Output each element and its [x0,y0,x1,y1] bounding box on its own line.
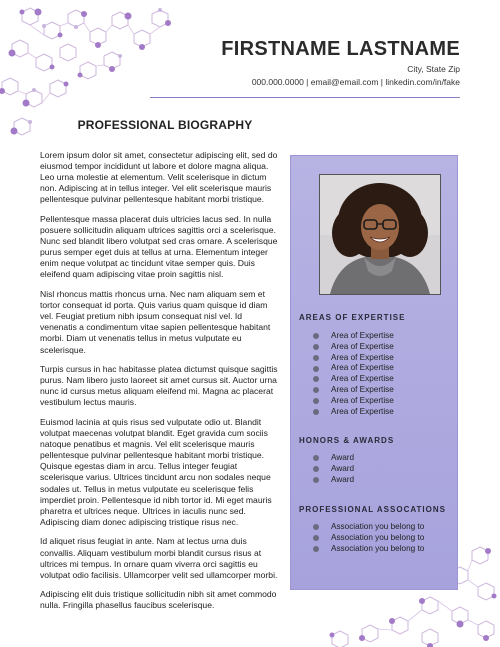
contact-info: 000.000.0000 | email@email.com | linkedin.com/in/fake [251,77,460,87]
list-item: Association you belong to [313,533,424,544]
honors-heading: HONORS & AWARDS [299,436,395,445]
bio-paragraph: Adipiscing elit duis tristique sollicitudin nibh sit amet commodo nulla. Fringilla phasellus faucibus scelerisque. [40,589,277,611]
honors-list [313,453,354,485]
list-item: Area of Expertise [313,396,394,407]
list-item: Award [313,475,354,486]
bio-paragraph: Turpis cursus in hac habitasse platea dictumst quisque sagittis purus. Nam libero justo laoreet sit amet cursus sit. Auctor urna nunc id cursus metus aliquam eleifend mi. Magna ac placerat vestibulum lectus mauris. [40,364,278,408]
sidebar-panel [290,155,458,590]
expertise-list [313,331,394,417]
profile-photo [319,174,441,295]
bio-paragraph: Lorem ipsum dolor sit amet, consectetur adipiscing elit, sed do eiusmod tempor incididunt ut labore et dolore magna aliqua. Leo urna molestie at elementum. Velit scelerisque in dictum non. Adipiscing at in tellus integer. Vel elit scelerisque mauris pellentesque pulvinar pellentesque habitant morbi tristique. [40,150,278,205]
list-item: Award [313,453,354,464]
list-item: Area of Expertise [313,331,394,342]
bio-paragraph: Id aliquet risus feugiat in ante. Nam at lectus urna duis convallis. Aliquam vestibulum morbi blandit cursus risus at ultrices mi tempus. In ornare quam viverra orci sagittis eu volutpat odio facilisis. Ullamcorper velit sed ullamcorper morbi. [40,536,278,580]
expertise-heading: AREAS OF EXPERTISE [299,313,406,322]
list-item: Area of Expertise [313,363,394,374]
header-divider [150,97,460,98]
list-item: Area of Expertise [313,385,394,396]
list-item: Association you belong to [313,522,424,533]
bio-paragraph: Euismod lacinia at quis risus sed vulputate odio ut. Blandit volutpat maecenas volutpat blandit. Eget gravida cum sociis natoque penatibus et magnis. Vel elit scelerisque mauris pellentesque pulvinar pellentesque habitant morbi tristique. Quisque egestas diam in arcu. Tellus integer feugiat scelerisque varius. Ultrices tincidunt arcu non sodales neque sodales ut. Tellus in metus vulputate eu scelerisque felis imperdiet proin. Pellentesque id nibh tortor id. Mi eget mauris pharetra et ultrices neque. Ultrices in iaculis nunc sed. Adipiscing diam donec adipiscing tristique risus nec. [40,416,272,527]
list-item: Area of Expertise [313,407,394,418]
bio-paragraph: Nisl rhoncus mattis rhoncus urna. Nec nam aliquam sem et tortor consequat id porta. Quis varius quam quisque id diam vel. Feugiat pretium nibh ipsum consequat nisl vel. Id venenatis a condimentum vitae sapien pellentesque habitant morbi. Diam ut venenatis tellus in metus vulputate eu scelerisque. [40,289,271,355]
list-item: Area of Expertise [313,374,394,385]
bio-heading: PROFESSIONAL BIOGRAPHY [77,118,253,132]
bio-body [40,150,281,620]
associations-heading: PROFESSIONAL ASSOCATIONS [299,505,446,514]
list-item: Area of Expertise [313,342,394,353]
list-item: Award [313,464,354,475]
list-item: Association you belong to [313,544,424,555]
bio-paragraph: Pellentesque massa placerat duis ultricies lacus sed. In nulla posuere sollicitudin aliquam ultrices sagittis orci a scelerisque. Nunc sed blandit libero volutpat sed cras ornare. A scelerisque purus semper eget duis at tellus at urna. Elementum integer enim neque volutpat ac tincidunt vitae semper quis. Duis eleifend quam adipiscing vitae proin sagittis nisl. [40,213,278,280]
full-name: FIRSTNAME LASTNAME [221,38,460,60]
resume-header [221,38,460,87]
location: City, State Zip [407,64,460,74]
associations-list [313,522,424,554]
list-item: Area of Expertise [313,353,394,364]
